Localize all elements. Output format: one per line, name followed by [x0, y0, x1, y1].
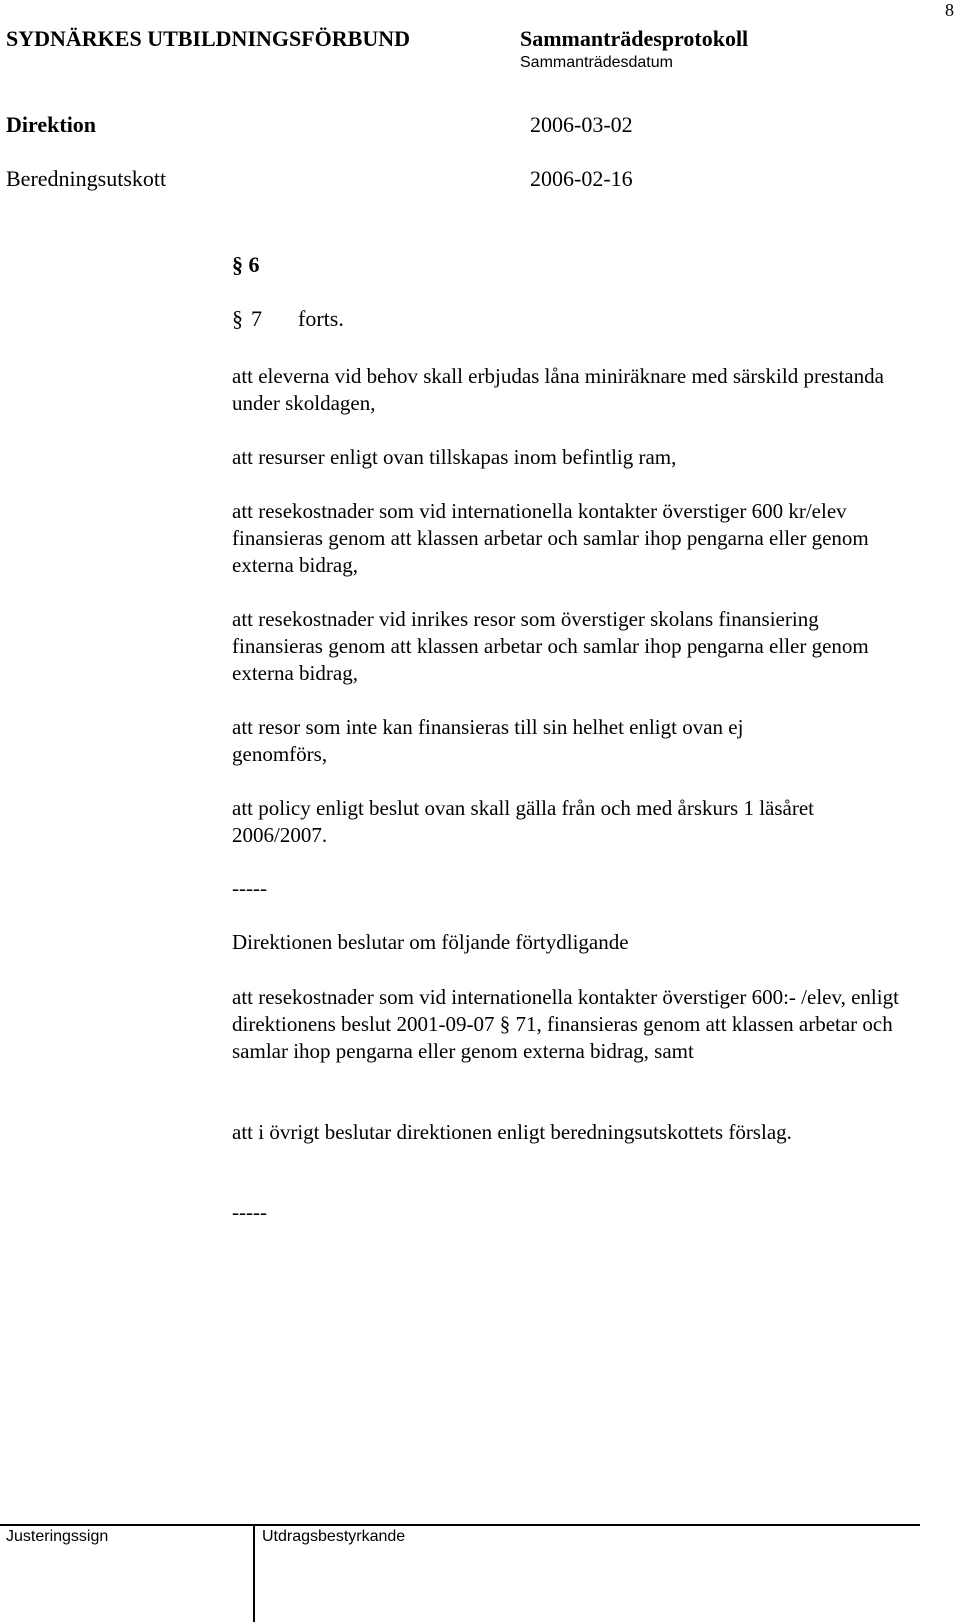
section-number-6: § 6: [232, 252, 260, 277]
separator-2: -----: [232, 1200, 267, 1224]
paragraph-2: att resurser enligt ovan tillskapas inom befintlig ram,: [232, 445, 677, 469]
section-mark-7: §: [232, 306, 243, 331]
section-continued: forts.: [298, 306, 344, 331]
footer-utdragsbestyrkande: Utdragsbestyrkande: [262, 1528, 406, 1545]
paragraph-1: att eleverna vid behov skall erbjudas låna miniräknare med särskild prestanda under skoldagen,: [232, 364, 884, 415]
body-name-direktion: Direktion: [6, 112, 97, 137]
document-subtitle: Sammanträdesdatum: [520, 54, 673, 71]
body-date-beredningsutskott: 2006-02-16: [530, 166, 633, 191]
paragraph-6: att policy enligt beslut ovan skall gälla från och med årskurs 1 läsåret 2006/2007.: [232, 796, 814, 847]
organization-name: SYDNÄRKES UTBILDNINGSFÖRBUND: [6, 26, 411, 51]
paragraph-5: att resor som inte kan finansieras till sin helhet enligt ovan ej genomförs,: [232, 715, 744, 766]
paragraph-3: att resekostnader som vid internationella kontakter överstiger 600 kr/elev finansieras genom att klassen arbetar och samlar ihop pengarna eller genom externa bidrag,: [232, 499, 869, 577]
decision-intro: Direktionen beslutar om följande förtydligande: [232, 930, 629, 954]
footer-justeringssign: Justeringssign: [6, 1528, 109, 1545]
footer-rule: [0, 1524, 920, 1526]
body-name-beredningsutskott: Beredningsutskott: [6, 166, 167, 191]
paragraph-4: att resekostnader vid inrikes resor som överstiger skolans finansiering finansieras genom att klassen arbetar och samlar ihop pengarna eller genom externa bidrag,: [232, 607, 869, 685]
separator-1: -----: [232, 876, 267, 900]
decision-paragraph-2: att i övrigt beslutar direktionen enligt beredningsutskottets förslag.: [232, 1120, 792, 1144]
body-date-direktion: 2006-03-02: [530, 112, 633, 137]
section-number-7: 7: [251, 306, 262, 331]
footer-divider: [253, 1524, 255, 1622]
decision-paragraph-1: att resekostnader som vid internationella kontakter överstiger 600:- /elev, enligt direktionens beslut 2001-09-07 § 71, finansieras genom att klassen arbetar och samlar ihop pengarna eller genom externa bidrag, samt: [232, 985, 899, 1063]
page-number: 8: [945, 0, 954, 20]
document-title: Sammanträdesprotokoll: [520, 26, 749, 51]
